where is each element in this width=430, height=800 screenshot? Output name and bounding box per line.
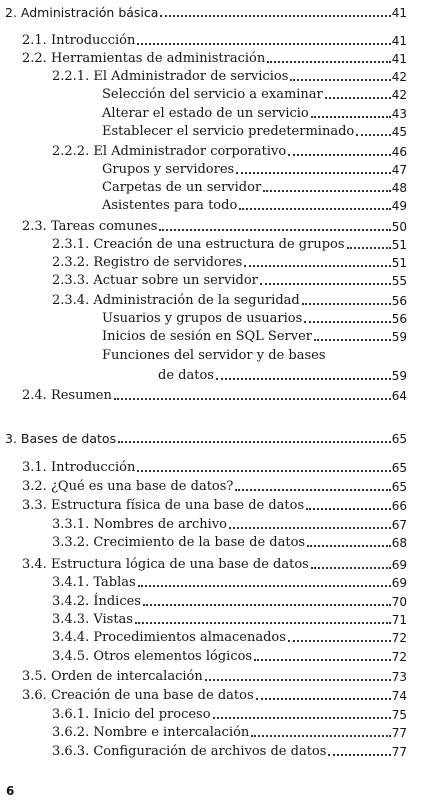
dot-leader [114,398,391,400]
toc-entry-number: 3.4.5. [52,649,94,664]
toc-entry-title: ¿Qué es una base de datos? [50,479,234,494]
toc-entry-title: Herramientas de administración [50,51,266,66]
toc-entry-title: Usuarios y grupos de usuarios [102,311,303,326]
toc-entry-page: 59 [391,330,407,344]
toc-entry-page: 70 [391,595,407,609]
toc-entry [52,647,407,665]
toc-entry-page: 41 [391,52,407,66]
toc-entry [52,67,407,85]
toc-entry-title: Alterar el estado de un servicio [102,106,309,121]
toc-entry-number: 2.1. [22,33,51,48]
toc-entry-number: 2.3.3. [52,273,94,288]
toc-entry [22,217,407,235]
dot-leader [205,679,391,681]
toc-entry [102,196,407,214]
dot-leader [239,208,390,210]
toc-entry-page: 73 [391,670,407,684]
dot-leader [256,698,391,700]
toc-entry-number: 3.3.2. [52,535,94,550]
toc-entry-page: 65 [391,461,407,475]
toc-entry-title: Resumen [50,388,112,403]
toc-entry-number: 3.6.1. [52,707,94,722]
toc-entry [52,723,407,741]
toc-entry [52,515,407,533]
dot-leader [288,640,391,642]
toc-entry [22,477,407,495]
toc-entry-page: 74 [391,689,407,703]
toc-entry [5,3,407,21]
toc-entry [52,291,407,309]
toc-entry-number: 2.2. [22,51,51,66]
toc-entry-page: 50 [391,220,407,234]
toc-entry-page: 68 [391,536,407,550]
toc-entry-title: El Administrador de servicios [93,69,289,84]
toc-entry-title: Creación de una estructura de grupos [93,237,345,252]
toc-entry [52,142,407,160]
toc-entry-page: 72 [391,650,407,664]
toc-entry [102,178,407,196]
toc-entry [52,533,407,551]
dot-leader [311,116,391,118]
toc-entry-number: 2.4. [22,388,51,403]
dot-leader [267,61,390,63]
toc-entry-title: Tareas comunes [50,219,158,234]
toc-entry-page: 64 [391,389,407,403]
toc-entry [22,458,407,476]
toc-entry-page: 42 [391,70,407,84]
toc-entry-title: Carpetas de un servidor [102,180,262,195]
dot-leader [118,441,391,443]
dot-leader [306,508,391,510]
toc-entry-number: 3.4.3. [52,612,94,627]
toc-entry-number: 2.3. [22,219,51,234]
toc-entry-page: 75 [391,708,407,722]
toc-entry-number: 3.4.1. [52,575,94,590]
toc-entry-page: 51 [391,238,407,252]
dot-leader [311,567,391,569]
dot-leader [263,190,391,192]
dot-leader [143,604,391,606]
toc-entry-number: 3.6.2. [52,725,94,740]
dot-leader [213,717,391,719]
toc-entry-page: 69 [391,558,407,572]
toc-entry-title: Introducción [50,460,136,475]
toc-entry-page: 56 [391,294,407,308]
toc-entry [52,592,407,610]
toc-entry-number: 2.3.1. [52,237,94,252]
toc-entry [102,122,407,140]
dot-leader [160,15,390,17]
toc-entry [102,104,407,122]
toc-entry-number: 3.2. [22,479,51,494]
dot-leader [229,527,391,529]
toc-entry [52,705,407,723]
toc-entry-title: Otros elementos lógicos [93,649,253,664]
dot-leader [137,470,390,472]
toc-entry [52,628,407,646]
toc-entry-page: 42 [391,88,407,102]
dot-leader [216,378,391,380]
toc-entry [52,253,407,271]
toc-entry-page: 55 [391,274,407,288]
toc-entry-number: 3.1. [22,460,51,475]
toc-entry-title: Creación de una base de datos [50,688,254,703]
toc-entry-page: 41 [391,34,407,48]
toc-entry-number: 3.4. [22,557,51,572]
toc-entry-title: Índices [93,594,141,609]
toc-entry [22,496,407,514]
toc-entry-page: 48 [391,181,407,195]
toc-entry [52,610,407,628]
toc-entry-number: 3.4.4. [52,630,94,645]
toc-entry [52,742,407,760]
dot-leader [328,754,390,756]
toc-entry-number: 3.3. [22,498,51,513]
dot-leader [244,265,390,267]
toc-entry-page: 46 [391,145,407,159]
page-number: 6 [6,784,15,798]
toc-entry [52,271,407,289]
dot-leader [356,134,390,136]
toc-entry-title: Registro de servidores [93,255,243,270]
toc-entry [22,555,407,573]
dot-leader [314,339,391,341]
toc-entry [22,386,407,404]
toc-entry-number: 3.5. [22,669,51,684]
toc-entry-title: de datos [158,368,214,383]
dot-leader [288,154,391,156]
toc-entry-title: Inicios de sesión en SQL Server [102,329,312,344]
toc-entry-title: Introducción [50,33,136,48]
dot-leader [347,247,391,249]
toc-entry-number: 2.2.1. [52,69,94,84]
toc-entry-page: 65 [391,480,407,494]
dot-leader [304,321,390,323]
toc-entry-title: Asistentes para todo [102,198,238,213]
toc-entry-number: 2.3.2. [52,255,94,270]
toc-entry [5,429,407,447]
dot-leader [260,283,391,285]
dot-leader [290,79,390,81]
toc-entry-page: 56 [391,312,407,326]
toc-entry [102,327,407,345]
toc-entry-page: 49 [391,199,407,213]
toc-entry-page: 47 [391,163,407,177]
toc-entry-title: Administración básica [20,5,159,20]
toc-entry [52,573,407,591]
toc-entry-title: El Administrador corporativo [93,144,287,159]
toc-entry-number: 3.6. [22,688,51,703]
toc-entry [102,309,407,327]
toc-entry-title: Tablas [93,575,136,590]
dot-leader [138,585,391,587]
toc-entry [102,85,407,103]
toc-entry-title: Orden de intercalación [50,669,203,684]
toc-entry-page: 43 [391,107,407,121]
dot-leader [325,97,391,99]
toc-entry [158,366,407,384]
dot-leader [159,229,390,231]
toc-entry-title: Vistas [93,612,133,627]
toc-entry-title: Procedimientos almacenados [93,630,286,645]
toc-entry-page: 69 [391,576,407,590]
toc-entry-title: Crecimiento de la base de datos [93,535,306,550]
toc-entry-page: 71 [391,613,407,627]
toc-entry-title: Selección del servicio a examinar [102,87,323,102]
toc-entry-page: 65 [391,432,407,446]
toc-entry-page: 77 [391,726,407,740]
toc-entry-title: Actuar sobre un servidor [93,273,258,288]
toc-entry [22,31,407,49]
toc-entry-title: Nombres de archivo [93,517,227,532]
toc-entry-number: 3.4.2. [52,594,94,609]
dot-leader [302,303,391,305]
dot-leader [254,659,391,661]
toc-entry [22,667,407,685]
dot-leader [251,735,390,737]
toc-entry-title: Funciones del servidor y de bases [102,348,326,363]
toc-entry-page: 51 [391,256,407,270]
toc-entry-number: 2.2.2. [52,144,94,159]
toc-entry-title: Establecer el servicio predeterminado [102,124,355,139]
toc-entry-number: 3.3.1. [52,517,94,532]
toc-entry-title: Estructura lógica de una base de datos [50,557,309,572]
dot-leader [307,545,391,547]
toc-entry-page: 67 [391,518,407,532]
toc-entry-page: 59 [391,369,407,383]
toc-entry-page: 66 [391,499,407,513]
toc-entry-number: 2.3.4. [52,293,94,308]
toc-entry [102,160,407,178]
toc-entry-page: 45 [391,125,407,139]
toc-entry-title: Administración de la seguridad [93,293,300,308]
toc-entry [22,49,407,67]
toc-entry-title: Inicio del proceso [93,707,211,722]
toc-entry-page: 72 [391,631,407,645]
toc-entry-page: 41 [391,6,407,20]
toc-entry [22,686,407,704]
toc-entry-title: Estructura física de una base de datos [50,498,305,513]
dot-leader [137,43,390,45]
toc-entry-number: 2. [5,5,21,20]
toc-entry-number: 3. [5,431,21,446]
dot-leader [236,172,391,174]
toc-entry-title: Nombre e intercalación [93,725,250,740]
toc-entry [52,235,407,253]
dot-leader [235,489,390,491]
toc-entry-title: Configuración de archivos de datos [93,744,327,759]
dot-leader [135,622,391,624]
toc-entry-title: Bases de datos [20,431,117,446]
toc-entry [102,346,407,364]
toc-entry-title: Grupos y servidores [102,162,235,177]
toc-entry-page: 77 [391,745,407,759]
toc-entry-number: 3.6.3. [52,744,94,759]
